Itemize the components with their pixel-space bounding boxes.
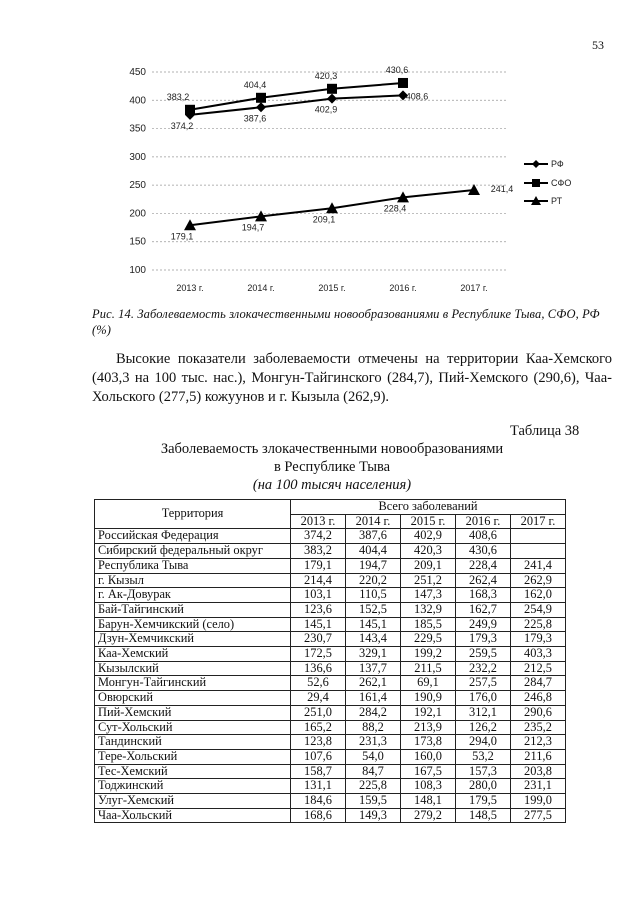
value-cell: 149,3 (346, 808, 401, 823)
value-cell: 214,4 (291, 573, 346, 588)
value-cell: 148,1 (401, 794, 456, 809)
value-cell: 179,3 (456, 632, 511, 647)
value-cell: 131,1 (291, 779, 346, 794)
value-cell: 231,1 (511, 779, 566, 794)
y-tick-label: 450 (129, 67, 146, 78)
value-cell: 408,6 (456, 529, 511, 544)
value-cell: 147,3 (401, 588, 456, 603)
value-cell: 194,7 (346, 558, 401, 573)
table-row (95, 720, 566, 735)
territory-cell: Сут-Хольский (95, 720, 291, 735)
territory-cell: Монгун-Тайгинский (95, 676, 291, 691)
value-cell: 126,2 (456, 720, 511, 735)
value-cell: 108,3 (401, 779, 456, 794)
value-cell: 420,3 (401, 544, 456, 559)
table-row (95, 632, 566, 647)
value-cell (511, 544, 566, 559)
value-cell: 294,0 (456, 735, 511, 750)
value-cell: 383,2 (291, 544, 346, 559)
table-row (95, 558, 566, 573)
value-cell: 110,5 (346, 588, 401, 603)
value-cell: 123,8 (291, 735, 346, 750)
value-cell: 53,2 (456, 749, 511, 764)
legend-marker (532, 179, 540, 187)
value-cell: 145,1 (346, 617, 401, 632)
value-cell: 192,1 (401, 705, 456, 720)
legend-label: СФО (551, 178, 572, 188)
table-row (95, 676, 566, 691)
value-cell: 54,0 (346, 749, 401, 764)
value-cell: 249,9 (456, 617, 511, 632)
value-cell: 279,2 (401, 808, 456, 823)
data-label: 420,3 (314, 70, 338, 81)
value-cell: 262,4 (456, 573, 511, 588)
value-cell: 168,6 (291, 808, 346, 823)
value-cell: 230,7 (291, 632, 346, 647)
territory-cell: г. Кызыл (95, 573, 291, 588)
legend-label: РТ (551, 196, 563, 206)
value-cell: 402,9 (401, 529, 456, 544)
value-cell: 259,5 (456, 647, 511, 662)
header-territory: Территория (95, 500, 291, 529)
value-cell: 199,0 (511, 794, 566, 809)
value-cell: 29,4 (291, 691, 346, 706)
table-row (95, 588, 566, 603)
header-year: 2016 г. (456, 514, 511, 529)
territory-cell: Тоджинский (95, 779, 291, 794)
value-cell: 329,1 (346, 647, 401, 662)
data-label: 404,4 (243, 79, 267, 90)
value-cell: 184,6 (291, 794, 346, 809)
data-point-square (256, 93, 266, 103)
value-cell: 148,5 (456, 808, 511, 823)
value-cell: 84,7 (346, 764, 401, 779)
value-cell: 158,7 (291, 764, 346, 779)
territory-cell: Тере-Хольский (95, 749, 291, 764)
table-row (95, 529, 566, 544)
value-cell: 161,4 (346, 691, 401, 706)
value-cell: 403,3 (511, 647, 566, 662)
table-row (95, 735, 566, 750)
territory-cell: г. Ак-Довурак (95, 588, 291, 603)
header-group: Всего заболеваний (291, 500, 566, 515)
value-cell: 262,9 (511, 573, 566, 588)
value-cell: 179,3 (511, 632, 566, 647)
value-cell: 190,9 (401, 691, 456, 706)
territory-cell: Барун-Хемчикский (село) (95, 617, 291, 632)
value-cell: 209,1 (401, 558, 456, 573)
territory-cell: Республика Тыва (95, 558, 291, 573)
table-row (95, 617, 566, 632)
value-cell: 165,2 (291, 720, 346, 735)
data-point-square (398, 78, 408, 88)
value-cell: 179,1 (291, 558, 346, 573)
table-row (95, 808, 566, 823)
territory-cell: Тес-Хемский (95, 764, 291, 779)
territory-cell: Сибирский федеральный округ (95, 544, 291, 559)
body-paragraph: Высокие показатели заболеваемости отмечены на территории Каа-Хемского (403,3 на 100 тыс. нас.), Монгун-Тайгинского (284,7), Пий-Хемского (290,6), Чаа-Хольского (277,5) кожуунов и г. Кызыла (262,9). (92, 351, 612, 405)
value-cell: 212,3 (511, 735, 566, 750)
table-label: Таблица 38 (510, 423, 580, 439)
data-point-square (327, 84, 337, 94)
legend-label: РФ (551, 159, 564, 169)
value-cell: 235,2 (511, 720, 566, 735)
value-cell: 211,6 (511, 749, 566, 764)
value-cell: 185,5 (401, 617, 456, 632)
data-label: 194,7 (241, 222, 265, 233)
value-cell: 52,6 (291, 676, 346, 691)
value-cell: 69,1 (401, 676, 456, 691)
data-label: 408,6 (405, 91, 429, 102)
data-label: 241,4 (490, 184, 514, 195)
value-cell: 136,6 (291, 661, 346, 676)
x-tick-label: 2017 г. (460, 283, 488, 293)
value-cell: 374,2 (291, 529, 346, 544)
y-tick-label: 400 (129, 95, 146, 107)
header-year: 2013 г. (291, 514, 346, 529)
table-row (95, 544, 566, 559)
value-cell: 143,4 (346, 632, 401, 647)
incidence-table (94, 499, 566, 823)
value-cell: 220,2 (346, 573, 401, 588)
territory-cell: Чаа-Хольский (95, 808, 291, 823)
value-cell: 123,6 (291, 602, 346, 617)
value-cell: 157,3 (456, 764, 511, 779)
value-cell: 103,1 (291, 588, 346, 603)
value-cell: 229,5 (401, 632, 456, 647)
x-tick-label: 2016 г. (389, 283, 417, 293)
territory-cell: Овюрский (95, 691, 291, 706)
territory-cell: Российская Федерация (95, 529, 291, 544)
value-cell: 277,5 (511, 808, 566, 823)
value-cell: 284,2 (346, 705, 401, 720)
value-cell: 132,9 (401, 602, 456, 617)
value-cell: 246,8 (511, 691, 566, 706)
header-year: 2014 г. (346, 514, 401, 529)
table-row (95, 573, 566, 588)
value-cell: 107,6 (291, 749, 346, 764)
data-label: 179,1 (170, 231, 194, 242)
table-row (95, 749, 566, 764)
territory-cell: Каа-Хемский (95, 647, 291, 662)
x-tick-label: 2013 г. (176, 283, 204, 293)
value-cell: 137,7 (346, 661, 401, 676)
table-row (95, 705, 566, 720)
data-point-diamond (256, 102, 266, 112)
value-cell: 213,9 (401, 720, 456, 735)
value-cell: 257,5 (456, 676, 511, 691)
table-row (95, 661, 566, 676)
table-row (95, 602, 566, 617)
y-tick-label: 300 (129, 151, 146, 163)
value-cell: 225,8 (511, 617, 566, 632)
value-cell: 254,9 (511, 602, 566, 617)
territory-cell: Улуг-Хемский (95, 794, 291, 809)
value-cell: 211,5 (401, 661, 456, 676)
value-cell: 312,1 (456, 705, 511, 720)
value-cell: 251,0 (291, 705, 346, 720)
figure-caption: Рис. 14. Заболеваемость злокачественными новообразованиями в Республике Тыва, СФО, РФ (%) (92, 307, 600, 337)
data-point-square (185, 105, 195, 115)
value-cell: 430,6 (456, 544, 511, 559)
territory-cell: Пий-Хемский (95, 705, 291, 720)
table-title (92, 440, 572, 494)
y-tick-label: 150 (129, 236, 146, 248)
value-cell: 145,1 (291, 617, 346, 632)
data-label: 402,9 (314, 104, 338, 115)
territory-cell: Тандинский (95, 735, 291, 750)
value-cell: 232,2 (456, 661, 511, 676)
table-header-row (95, 500, 566, 515)
header-year: 2017 г. (511, 514, 566, 529)
table-row (95, 764, 566, 779)
y-tick-label: 250 (129, 180, 146, 192)
value-cell: 88,2 (346, 720, 401, 735)
x-tick-label: 2015 г. (318, 283, 346, 293)
table-row (95, 794, 566, 809)
value-cell: 167,5 (401, 764, 456, 779)
value-cell: 160,0 (401, 749, 456, 764)
data-label: 209,1 (312, 214, 336, 225)
value-cell: 173,8 (401, 735, 456, 750)
territory-cell: Дзун-Хемчикский (95, 632, 291, 647)
territory-cell: Кызылский (95, 661, 291, 676)
table-row (95, 779, 566, 794)
data-point-diamond (327, 94, 337, 104)
y-tick-label: 350 (129, 123, 146, 135)
value-cell: 284,7 (511, 676, 566, 691)
value-cell: 387,6 (346, 529, 401, 544)
value-cell: 262,1 (346, 676, 401, 691)
x-tick-label: 2014 г. (247, 283, 275, 293)
value-cell: 176,0 (456, 691, 511, 706)
header-year: 2015 г. (401, 514, 456, 529)
value-cell: 168,3 (456, 588, 511, 603)
value-cell: 203,8 (511, 764, 566, 779)
value-cell: 212,5 (511, 661, 566, 676)
value-cell: 251,2 (401, 573, 456, 588)
value-cell: 162,7 (456, 602, 511, 617)
value-cell: 172,5 (291, 647, 346, 662)
value-cell: 241,4 (511, 558, 566, 573)
value-cell: 231,3 (346, 735, 401, 750)
data-label: 383,2 (166, 91, 190, 102)
y-tick-label: 100 (129, 265, 146, 276)
table-row (95, 647, 566, 662)
value-cell: 199,2 (401, 647, 456, 662)
value-cell (511, 529, 566, 544)
value-cell: 228,4 (456, 558, 511, 573)
value-cell: 152,5 (346, 602, 401, 617)
value-cell: 179,5 (456, 794, 511, 809)
legend-marker (532, 160, 540, 168)
page-number: 53 (592, 38, 604, 52)
value-cell: 162,0 (511, 588, 566, 603)
data-label: 228,4 (383, 203, 407, 214)
value-cell: 280,0 (456, 779, 511, 794)
value-cell: 225,8 (346, 779, 401, 794)
table-title-line2: в Республике Тыва (273, 459, 391, 475)
table-body (95, 529, 566, 823)
table-subtitle: (на 100 тысяч населения) (252, 477, 412, 493)
territory-cell: Бай-Тайгинский (95, 602, 291, 617)
y-tick-label: 200 (129, 208, 146, 220)
table-row (95, 691, 566, 706)
table-title-line1: Заболеваемость злокачественными новообразованиями (160, 441, 504, 457)
value-cell: 404,4 (346, 544, 401, 559)
incidence-line-chart (0, 0, 640, 300)
value-cell: 159,5 (346, 794, 401, 809)
data-label: 374,2 (170, 120, 194, 131)
value-cell: 290,6 (511, 705, 566, 720)
data-label: 430,6 (385, 64, 409, 75)
data-label: 387,6 (243, 113, 267, 124)
